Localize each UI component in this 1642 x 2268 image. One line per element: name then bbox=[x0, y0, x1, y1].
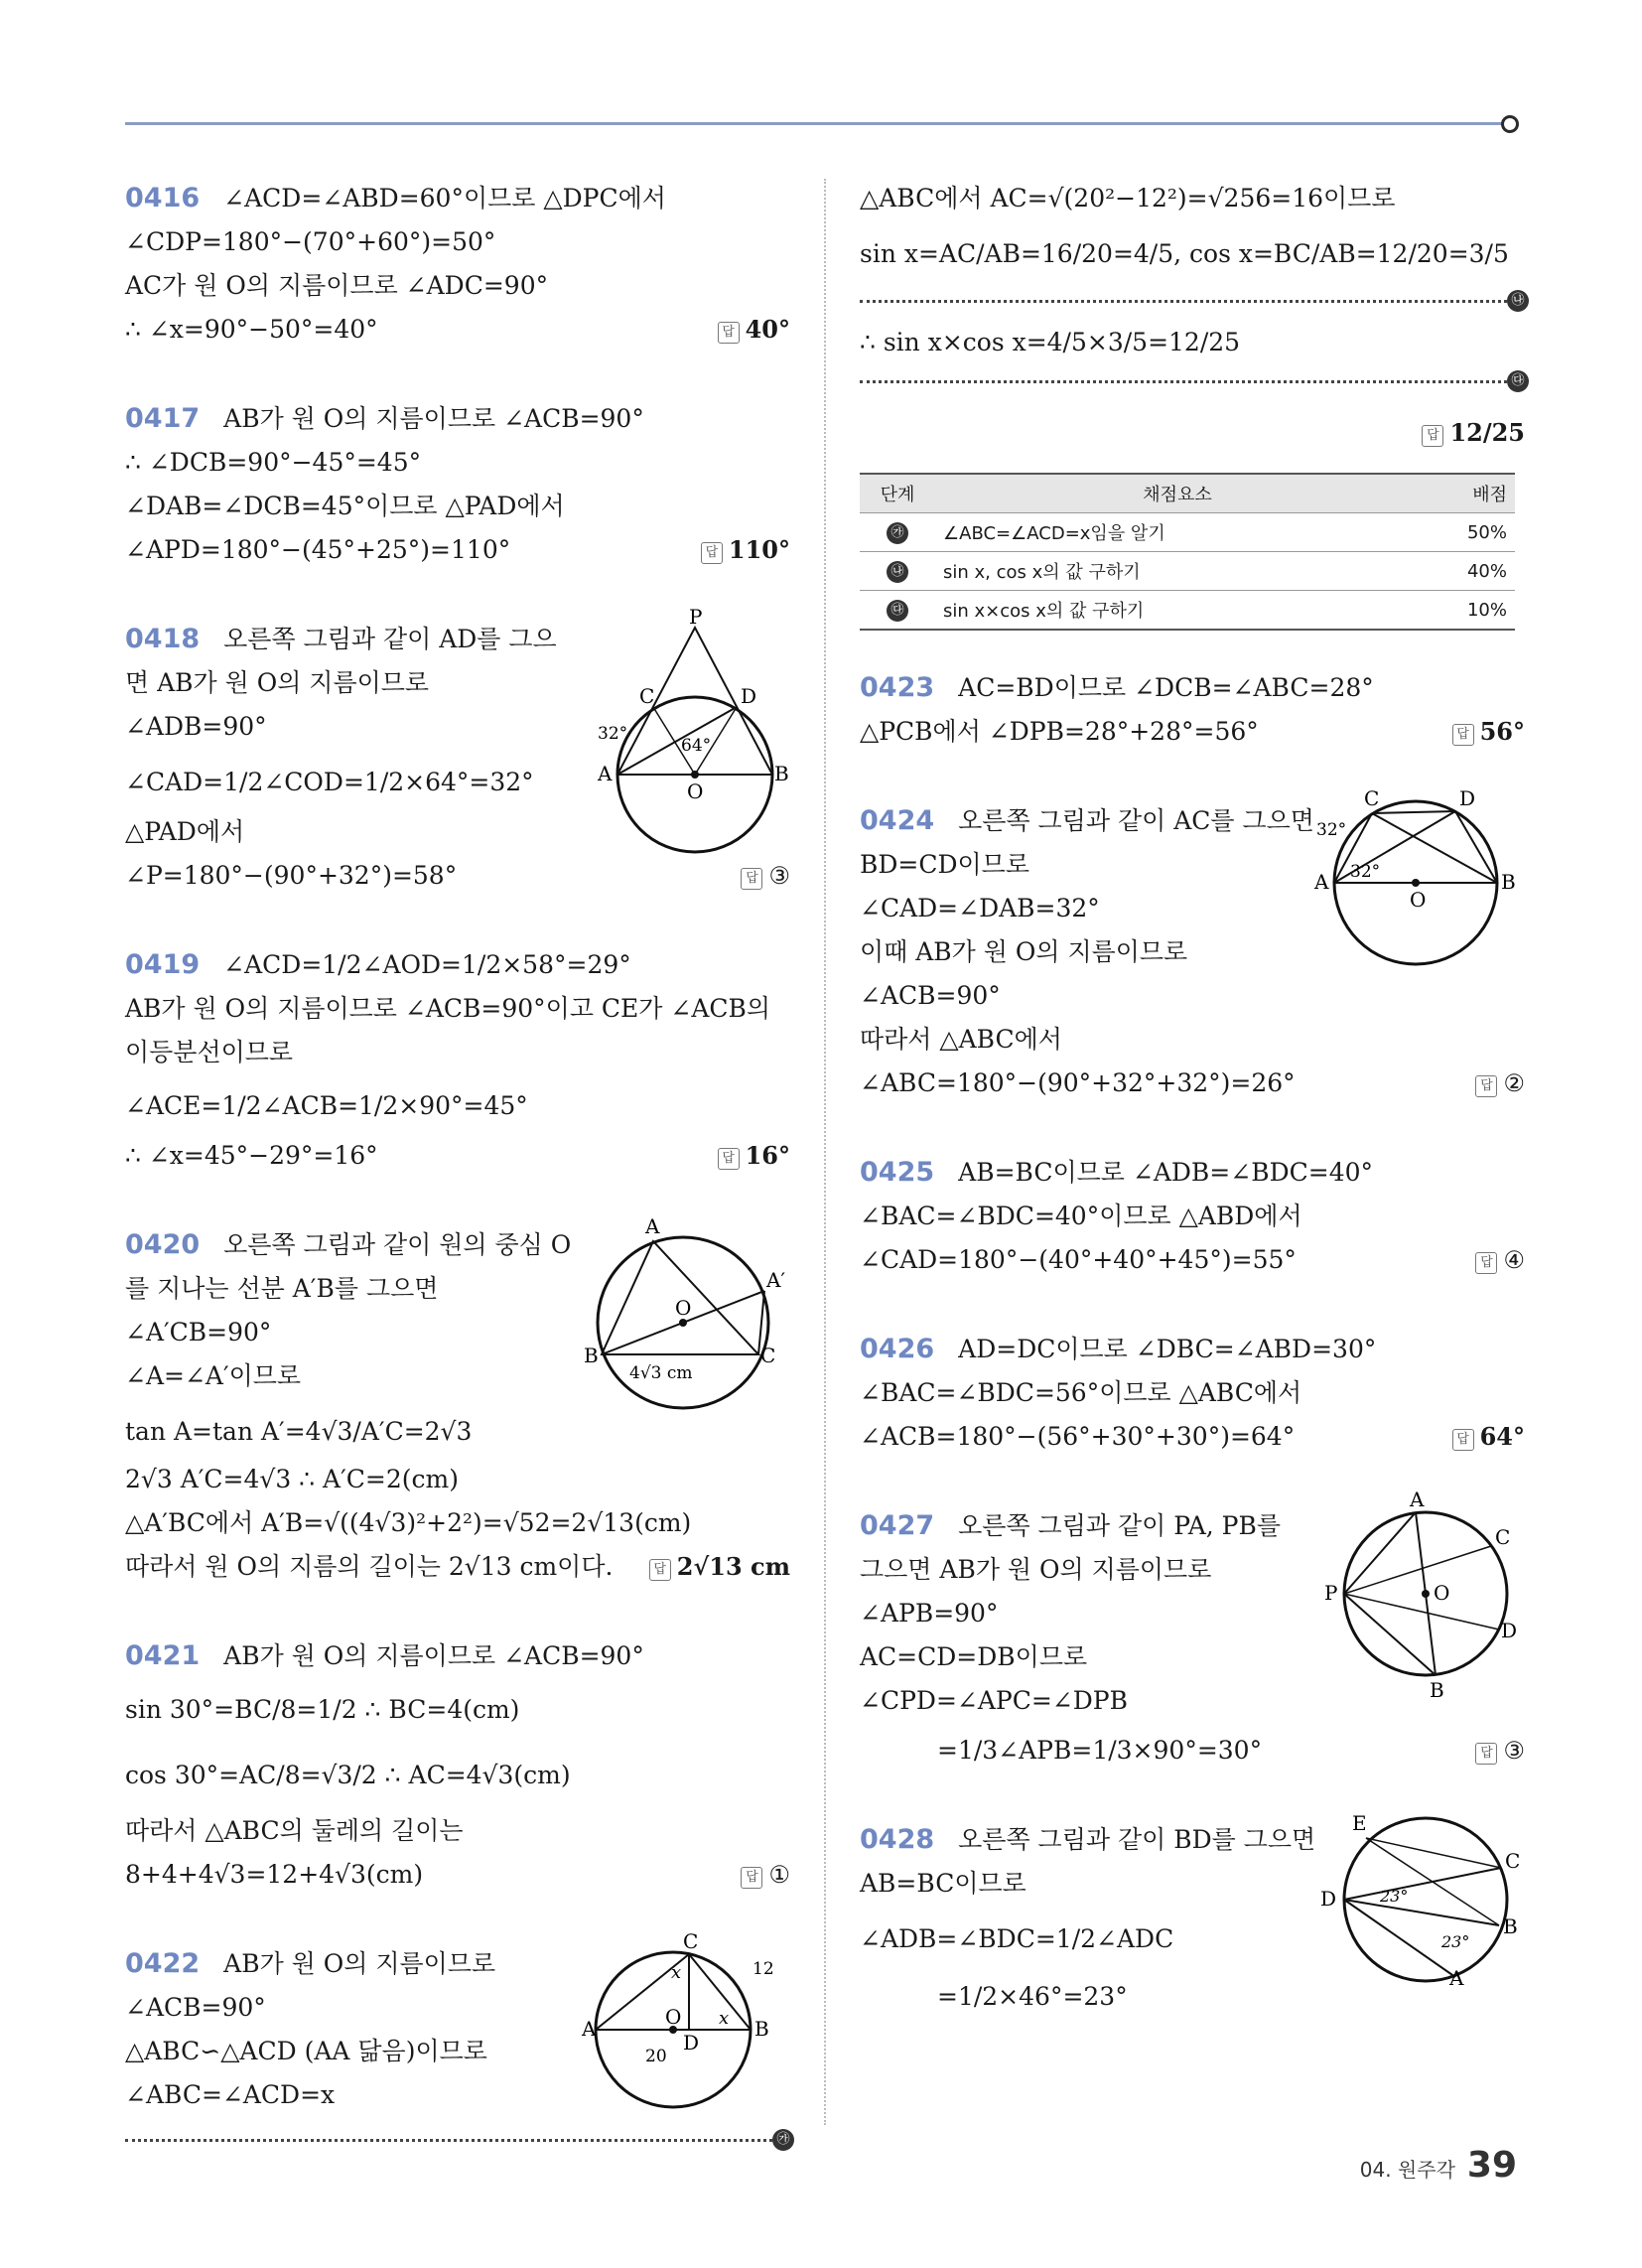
solution-line: ∠ACE=1/2∠ACB=1/2×90°=45° bbox=[125, 1091, 528, 1120]
label-D: D bbox=[741, 684, 757, 708]
segment-EB bbox=[1366, 1838, 1499, 1925]
solution-line: ∴ sin x×cos x=4/5×3/5=12/25 bbox=[860, 328, 1241, 356]
figure-0418 bbox=[596, 605, 794, 882]
table-cell: 40% bbox=[1420, 552, 1515, 591]
problem-0426 bbox=[860, 1328, 1525, 1459]
solution-line: △PCB에서 ∠DPB=28°+28°=56° bbox=[860, 717, 1259, 746]
solution-line: ∠P=180°−(90°+32°)=58° bbox=[125, 861, 458, 890]
segment-DC bbox=[1344, 1868, 1501, 1900]
problem-0418 bbox=[125, 605, 790, 898]
answer-badge-icon: 답 bbox=[649, 1559, 671, 1581]
label-E: E bbox=[1352, 1811, 1367, 1835]
label-P: P bbox=[689, 605, 703, 629]
answer-badge-icon: 답 bbox=[741, 868, 762, 890]
answer-value: 110° bbox=[728, 535, 790, 564]
solution-line: AC가 원 O의 지름이므로 ∠ADC=90° bbox=[125, 271, 549, 300]
answer-value: 56° bbox=[1479, 717, 1525, 746]
problem-0417 bbox=[125, 397, 790, 572]
label-D: D bbox=[683, 2031, 700, 2055]
problem-number: 0421 bbox=[125, 1640, 201, 1671]
solution-line: tan A=tan A′=4√3/A′C=2√3 bbox=[125, 1417, 473, 1446]
answer-value: ① bbox=[768, 1861, 790, 1889]
answer-badge-icon: 답 bbox=[718, 1148, 740, 1170]
answer bbox=[741, 1853, 790, 1897]
answer-value: 12/25 bbox=[1449, 418, 1525, 447]
step-divider bbox=[125, 2132, 790, 2147]
problem-0420 bbox=[125, 1214, 790, 1589]
answer-badge-icon: 답 bbox=[1475, 1075, 1497, 1097]
label-A: A bbox=[1410, 1488, 1425, 1511]
solution-line: AB가 원 O의 지름이므로 ∠ACB=90°이고 CE가 ∠ACB의 bbox=[125, 994, 771, 1023]
solution-line: sin 30°=BC/8=1/2 ∴ BC=4(cm) bbox=[125, 1695, 520, 1724]
answer bbox=[701, 528, 790, 572]
solution-line: AD=DC이므로 ∠DBC=∠ABD=30° bbox=[958, 1335, 1377, 1363]
answer-value: 2√13 cm bbox=[676, 1552, 790, 1581]
answer-badge-icon: 답 bbox=[1452, 724, 1474, 746]
left-column bbox=[125, 177, 790, 2188]
answer bbox=[1452, 1415, 1525, 1459]
label-C: C bbox=[1364, 786, 1380, 810]
segment-PB bbox=[1344, 1594, 1436, 1675]
solution-line: 오른쪽 그림과 같이 AC를 그으면 bbox=[958, 806, 1314, 835]
answer-badge-icon: 답 bbox=[1475, 1743, 1497, 1765]
problem-number: 0426 bbox=[860, 1334, 935, 1364]
solution-line: △PAD에서 bbox=[125, 817, 245, 846]
problem-0425 bbox=[860, 1151, 1525, 1282]
table-cell: sin x×cos x의 값 구하기 bbox=[935, 591, 1420, 631]
step-marker: ㉰ bbox=[887, 600, 908, 622]
answer bbox=[718, 308, 790, 352]
label-O: O bbox=[675, 1296, 692, 1320]
solution-line: ∠CAD=∠DAB=32° bbox=[860, 894, 1100, 922]
solution-line: ∠ABC=∠ACD=x bbox=[125, 2080, 336, 2109]
answer-value: ② bbox=[1503, 1069, 1525, 1097]
solution-line: ∠ADB=∠BDC=1/2∠ADC bbox=[860, 1924, 1174, 1953]
step-marker: ㉮ bbox=[772, 2129, 794, 2151]
answer-badge-icon: 답 bbox=[1422, 425, 1443, 447]
problem-number: 0427 bbox=[860, 1510, 935, 1541]
length-label: 12 bbox=[753, 1959, 774, 1979]
answer bbox=[649, 1545, 790, 1589]
table-row bbox=[860, 513, 1515, 552]
solution-line: sin x=AC/AB=16/20=4/5, cos x=BC/AB=12/20=3/5 bbox=[860, 239, 1509, 268]
solution-line: ∴ ∠DCB=90°−45°=45° bbox=[125, 448, 422, 477]
problem-0423 bbox=[860, 666, 1525, 754]
center-point bbox=[691, 771, 699, 779]
solution-line: ∠APD=180°−(45°+25°)=110° bbox=[125, 535, 511, 564]
right-column bbox=[860, 177, 1525, 2064]
solution-line: ∠DAB=∠DCB=45°이므로 △PAD에서 bbox=[125, 492, 565, 520]
solution-line: ∠BAC=∠BDC=56°이므로 △ABC에서 bbox=[860, 1378, 1302, 1407]
label-O: O bbox=[687, 780, 704, 803]
label-A: A bbox=[645, 1214, 660, 1238]
label-C: C bbox=[683, 1929, 699, 1953]
answer-value: ③ bbox=[1503, 1737, 1525, 1765]
solution-line: cos 30°=AC/8=√3/2 ∴ AC=4√3(cm) bbox=[125, 1761, 571, 1789]
solution-line: ∠A=∠A′이므로 bbox=[125, 1361, 302, 1390]
label-C: C bbox=[1505, 1849, 1521, 1873]
header-rule-dot bbox=[1501, 115, 1519, 133]
answer-badge-icon: 답 bbox=[1475, 1252, 1497, 1274]
solution-line: 이등분선이므로 bbox=[125, 1038, 294, 1066]
label-D: D bbox=[1501, 1619, 1518, 1642]
solution-line: 이때 AB가 원 O의 지름이므로 bbox=[860, 937, 1188, 966]
step-divider bbox=[860, 293, 1525, 308]
solution-line: ∠BAC=∠BDC=40°이므로 △ABD에서 bbox=[860, 1202, 1302, 1230]
solution-line: △ABC에서 AC=√(20²−12²)=√256=16이므로 bbox=[860, 184, 1396, 213]
label-B: B bbox=[774, 762, 789, 785]
step-marker: ㉯ bbox=[887, 561, 908, 583]
figure-0427 bbox=[1324, 1488, 1523, 1707]
table-cell: sin x, cos x의 값 구하기 bbox=[935, 552, 1420, 591]
solution-line: AC=CD=DB이므로 bbox=[860, 1642, 1088, 1671]
center-point bbox=[1412, 879, 1420, 887]
angle-label: 32° bbox=[598, 724, 628, 744]
solution-line: AB=BC이므로 ∠ADB=∠BDC=40° bbox=[958, 1158, 1374, 1187]
figure-0420 bbox=[584, 1215, 792, 1428]
solution-line: ∠CDP=180°−(70°+60°)=50° bbox=[125, 227, 496, 256]
step-marker: ㉰ bbox=[1507, 370, 1529, 392]
answer bbox=[1475, 1062, 1525, 1105]
label-O: O bbox=[1434, 1581, 1450, 1605]
solution-line: ∠ACB=90° bbox=[860, 981, 1001, 1010]
center-point bbox=[679, 1319, 687, 1327]
solution-line: BD=CD이므로 bbox=[860, 850, 1029, 879]
segment-DB bbox=[1344, 1900, 1499, 1925]
solution-line: 8+4+4√3=12+4√3(cm) bbox=[125, 1860, 424, 1889]
angle-label: 32° bbox=[1350, 862, 1381, 882]
problem-0427 bbox=[860, 1488, 1525, 1772]
label-P: P bbox=[1324, 1581, 1338, 1605]
solution-line: ∠ABC=180°−(90°+32°+32°)=26° bbox=[860, 1068, 1296, 1097]
answer bbox=[1475, 1238, 1525, 1282]
answer-value: ③ bbox=[768, 862, 790, 890]
solution-line: AC=BD이므로 ∠DCB=∠ABC=28° bbox=[958, 673, 1374, 702]
table-header: 단계 bbox=[860, 474, 935, 513]
solution-line: ∠APB=90° bbox=[860, 1599, 999, 1628]
solution-line: ∴ ∠x=45°−29°=16° bbox=[125, 1141, 378, 1170]
solution-line: 오른쪽 그림과 같이 BD를 그으면 bbox=[958, 1825, 1316, 1854]
answer bbox=[1475, 1729, 1525, 1772]
label-D: D bbox=[1459, 786, 1476, 810]
angle-label: 23° bbox=[1441, 1932, 1470, 1951]
label-A-prime: A′ bbox=[766, 1268, 785, 1292]
answer bbox=[1422, 411, 1525, 455]
problem-number: 0416 bbox=[125, 183, 201, 213]
table-cell: ∠ABC=∠ACD=x임을 알기 bbox=[935, 513, 1420, 552]
table-row bbox=[860, 552, 1515, 591]
solution-line: 따라서 △ABC의 둘레의 길이는 bbox=[125, 1816, 464, 1845]
problem-0422-continued bbox=[860, 177, 1525, 631]
page-number: 39 bbox=[1466, 2145, 1517, 2186]
table-header: 배점 bbox=[1420, 474, 1515, 513]
problem-0428 bbox=[860, 1811, 1525, 2019]
solution-line: =1/2×46°=23° bbox=[937, 1982, 1128, 2011]
label-A: A bbox=[582, 2017, 597, 2041]
answer-badge-icon: 답 bbox=[718, 322, 740, 344]
problem-number: 0424 bbox=[860, 805, 935, 836]
answer-badge-icon: 답 bbox=[741, 1867, 762, 1889]
label-B: B bbox=[1503, 1914, 1518, 1938]
segment-PD bbox=[1344, 1594, 1499, 1630]
problem-0416 bbox=[125, 177, 790, 352]
problem-0424 bbox=[860, 786, 1525, 1105]
solution-line: 오른쪽 그림과 같이 PA, PB를 bbox=[958, 1511, 1282, 1540]
solution-line: 따라서 △ABC에서 bbox=[860, 1025, 1062, 1054]
solution-line: 그으면 AB가 원 O의 지름이므로 bbox=[860, 1555, 1212, 1584]
answer-badge-icon: 답 bbox=[1452, 1429, 1474, 1451]
answer bbox=[1452, 710, 1525, 754]
answer-value: ④ bbox=[1503, 1246, 1525, 1274]
solution-line: ∠ACB=90° bbox=[125, 1993, 266, 2022]
angle-label: 64° bbox=[681, 736, 712, 756]
page-footer bbox=[1360, 2145, 1517, 2186]
label-B: B bbox=[1501, 870, 1516, 894]
solution-line: =1/3∠APB=1/3×90°=30° bbox=[937, 1736, 1263, 1765]
column-separator bbox=[824, 179, 826, 2125]
step-marker: ㉯ bbox=[1507, 290, 1529, 312]
solution-line: AB가 원 O의 지름이므로 ∠ACB=90° bbox=[223, 1641, 644, 1670]
problem-number: 0420 bbox=[125, 1229, 201, 1260]
solution-line: 오른쪽 그림과 같이 원의 중심 O bbox=[223, 1230, 572, 1259]
table-row bbox=[860, 591, 1515, 631]
solution-line: ∠CAD=1/2∠COD=1/2×64°=32° bbox=[125, 768, 534, 796]
scoring-table bbox=[860, 473, 1515, 631]
step-divider bbox=[860, 373, 1525, 388]
problem-number: 0425 bbox=[860, 1157, 935, 1188]
problem-number: 0422 bbox=[125, 1948, 201, 1979]
angle-label: x bbox=[671, 1962, 682, 1983]
solution-line: AB=BC이므로 bbox=[860, 1869, 1026, 1898]
table-cell: 50% bbox=[1420, 513, 1515, 552]
problem-0419 bbox=[125, 943, 790, 1178]
solution-line: ∠A′CB=90° bbox=[125, 1318, 272, 1347]
problem-number: 0418 bbox=[125, 624, 201, 654]
figure-0428 bbox=[1316, 1808, 1525, 1991]
label-C: C bbox=[639, 684, 655, 708]
table-header: 채점요소 bbox=[935, 474, 1420, 513]
label-B: B bbox=[584, 1344, 599, 1367]
label-B: B bbox=[1430, 1678, 1444, 1702]
chapter-title: 04. 원주각 bbox=[1359, 2158, 1455, 2182]
problem-number: 0419 bbox=[125, 949, 201, 980]
table-cell: 10% bbox=[1420, 591, 1515, 631]
solution-line: 면 AB가 원 O의 지름이므로 bbox=[125, 668, 430, 697]
solution-line: 따라서 원 O의 지름의 길이는 2√13 cm이다. bbox=[125, 1552, 614, 1581]
header-rule bbox=[125, 122, 1507, 125]
label-O: O bbox=[665, 2005, 682, 2029]
length-label: 4√3 cm bbox=[629, 1363, 693, 1383]
solution-line: ∴ ∠x=90°−50°=40° bbox=[125, 315, 378, 344]
solution-line: △A′BC에서 A′B=√((4√3)²+2²)=√52=2√13(cm) bbox=[125, 1508, 692, 1537]
answer-value: 40° bbox=[745, 315, 790, 344]
solution-line: 오른쪽 그림과 같이 AD를 그으 bbox=[223, 625, 557, 653]
figure-0422 bbox=[582, 1929, 792, 2117]
label-A: A bbox=[598, 762, 613, 785]
solution-line: 를 지나는 선분 A′B를 그으면 bbox=[125, 1274, 439, 1303]
angle-label: 23° bbox=[1380, 1887, 1409, 1906]
solution-line: ∠ACD=∠ABD=60°이므로 △DPC에서 bbox=[223, 184, 666, 213]
label-O: O bbox=[1410, 888, 1427, 912]
solution-line: ∠ACB=180°−(56°+30°+30°)=64° bbox=[860, 1422, 1296, 1451]
segment-EC bbox=[1366, 1838, 1501, 1868]
label-A: A bbox=[1449, 1966, 1464, 1990]
answer bbox=[718, 1134, 790, 1178]
length-label: 20 bbox=[645, 2047, 667, 2066]
label-D: D bbox=[1320, 1887, 1337, 1911]
solution-line: AB가 원 O의 지름이므로 ∠ACB=90° bbox=[223, 404, 644, 433]
step-marker: ㉮ bbox=[887, 522, 908, 544]
problem-number: 0417 bbox=[125, 403, 201, 434]
label-A: A bbox=[1314, 870, 1329, 894]
solution-line: △ABC∽△ACD (AA 닮음)이므로 bbox=[125, 2037, 487, 2065]
problem-number: 0428 bbox=[860, 1824, 935, 1855]
answer-badge-icon: 답 bbox=[701, 542, 723, 564]
solution-line: ∠ADB=90° bbox=[125, 712, 267, 741]
solution-line: AB가 원 O의 지름이므로 bbox=[223, 1949, 496, 1978]
label-B: B bbox=[754, 2017, 769, 2041]
answer-value: 64° bbox=[1479, 1422, 1525, 1451]
label-C: C bbox=[1495, 1525, 1511, 1549]
problem-0422 bbox=[125, 1929, 790, 2147]
solution-line: 2√3 A′C=4√3 ∴ A′C=2(cm) bbox=[125, 1465, 459, 1493]
solution-line: ∠ACD=1/2∠AOD=1/2×58°=29° bbox=[223, 950, 631, 979]
angle-label: x bbox=[719, 2008, 730, 2029]
problem-number: 0423 bbox=[860, 672, 935, 703]
figure-0424 bbox=[1314, 786, 1525, 974]
label-C: C bbox=[760, 1344, 776, 1367]
segment-DA bbox=[1344, 1900, 1455, 1977]
angle-label: 32° bbox=[1316, 820, 1347, 840]
center-point bbox=[1422, 1590, 1430, 1598]
answer-value: 16° bbox=[745, 1141, 790, 1170]
problem-0421 bbox=[125, 1634, 790, 1897]
solution-line: ∠CPD=∠APC=∠DPB bbox=[860, 1686, 1128, 1715]
solution-line: ∠CAD=180°−(40°+40°+45°)=55° bbox=[860, 1245, 1297, 1274]
